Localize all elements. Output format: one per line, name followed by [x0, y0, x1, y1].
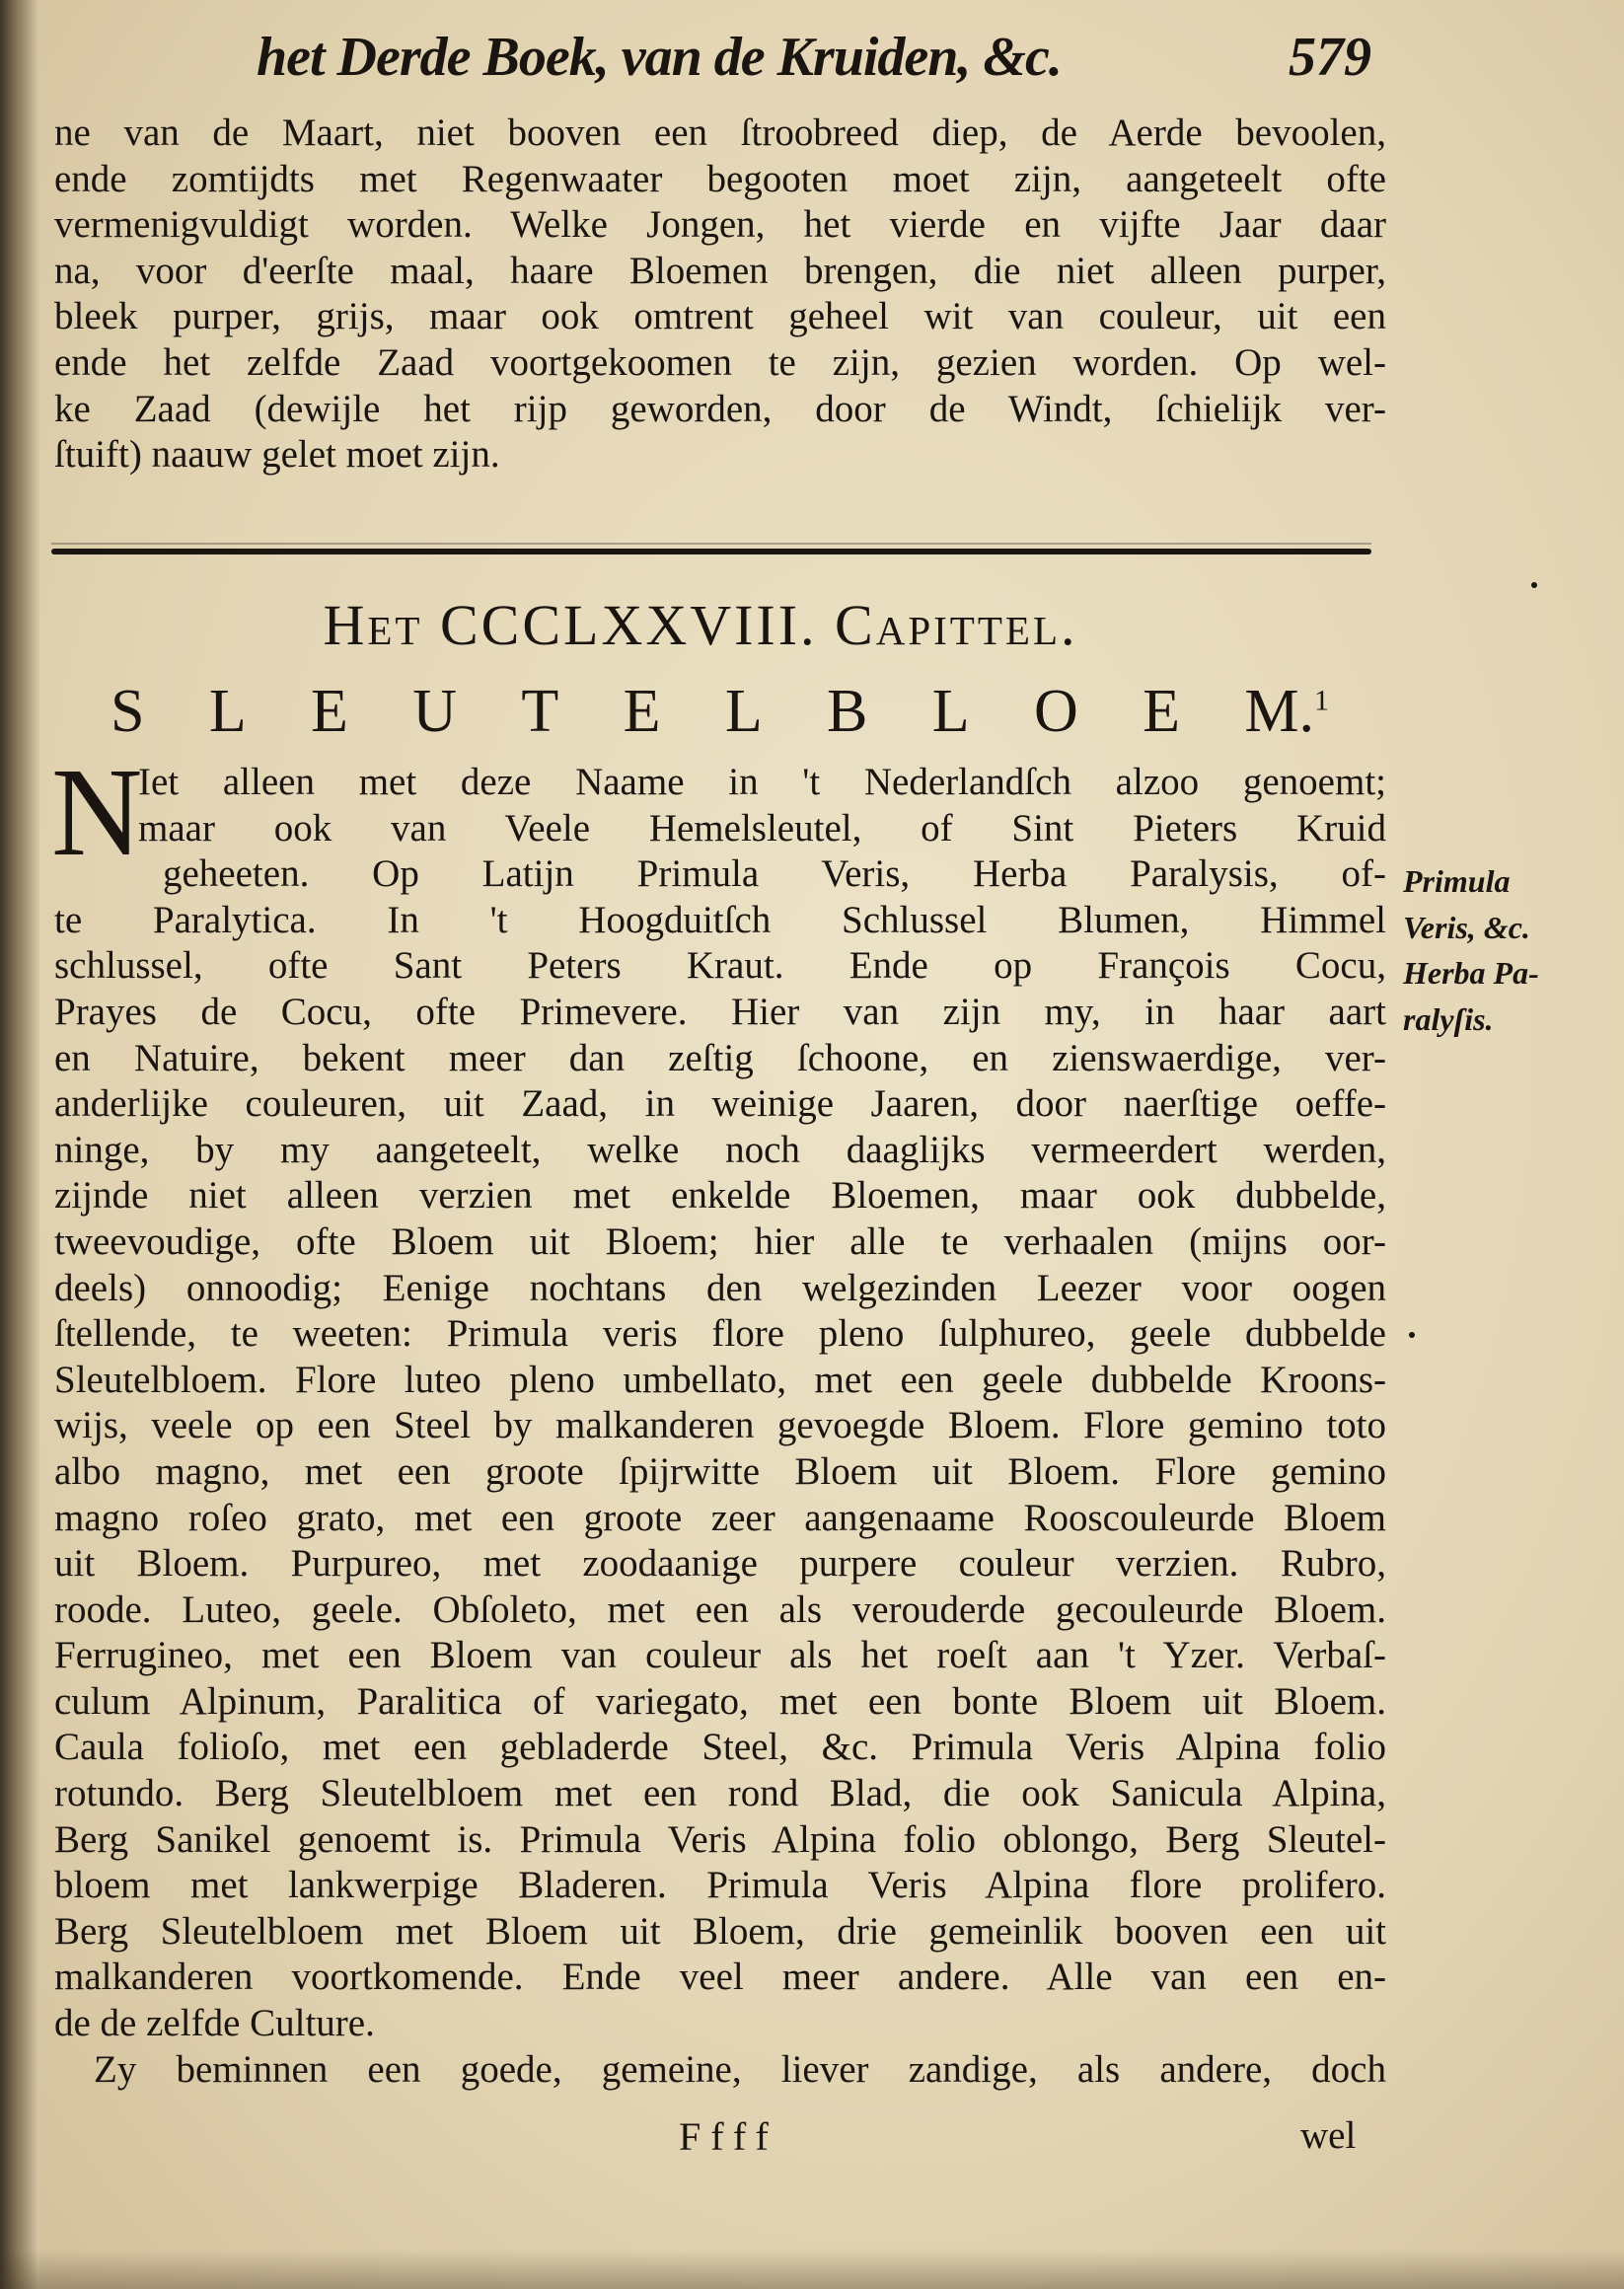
chapter-title: Het CCCLXXVIII. Capittel.: [323, 593, 1078, 657]
text-line: ke Zaad (dewijle het rijp geworden, door de Windt, ſchielijk ver-: [54, 387, 1386, 430]
heading-letter: B: [827, 678, 868, 745]
text-line: Caula folioſo, met een gebladerde Steel, &c. Primula Veris Alpina folio: [54, 1726, 1386, 1769]
text-line: uit Bloem. Purpureo, met zoodaanige purpere couleur verzien. Rubro,: [54, 1542, 1386, 1586]
text-line: magno roſeo grato, met een groote zeer aangenaame Rooscouleurde Bloem: [54, 1496, 1386, 1539]
intro-paragraph: [54, 111, 1386, 479]
margin-note-line: Herba Pa-: [1403, 955, 1539, 992]
text-line: maar ook van Veele Hemelsleutel, of Sint Pieters Kruid: [138, 806, 1386, 849]
page-number: 579: [1289, 27, 1371, 88]
margin-note-line: Veris, &c.: [1403, 909, 1530, 945]
text-line: Iet alleen met deze Naame in 't Nederlandſch alzoo genoemt;: [138, 761, 1386, 803]
text-line: ninge, by my aangeteelt, welke noch daaglijks vermeerdert werden,: [54, 1128, 1386, 1171]
heading-letter: U: [412, 678, 458, 745]
text-line: en Natuire, bekent meer dan zeſtig ſchoone, en zienswaerdige, ver-: [54, 1036, 1386, 1079]
text-line: Berg Sleutelbloem met Bloem uit Bloem, drie gemeinlik booven een uit: [54, 1909, 1386, 1953]
heading-letter: L: [208, 678, 247, 745]
page-header: [237, 22, 1371, 101]
text-line: na, voor d'eerſte maal, haare Bloemen brengen, die niet alleen purper,: [54, 249, 1386, 292]
ink-speck: [1531, 582, 1537, 588]
text-line: Zy beminnen een goede, gemeine, liever zandige, als andere, doch: [94, 2047, 1386, 2091]
text-line: geheeten. Op Latijn Primula Veris, Herba Paralysis, of-: [163, 852, 1386, 896]
margin-note: [1403, 858, 1539, 1042]
text-line: vermenigvuldigt worden. Welke Jongen, het vierde en vijfte Jaar daar: [54, 203, 1386, 247]
heading-letter: T: [521, 678, 559, 745]
text-line: ne van de Maart, niet booven een ſtroobreed diep, de Aerde bevoolen,: [54, 111, 1386, 154]
text-line: Berg Sanikel genoemt is. Primula Veris Alpina folio oblongo, Berg Sleutel-: [54, 1817, 1386, 1861]
heading-letter-final: M.: [1244, 678, 1314, 745]
text-line: ſtuift) naauw gelet moet zijn.: [54, 433, 500, 477]
plant-name-heading: [111, 677, 1329, 747]
section-divider-rule: [51, 549, 1371, 554]
text-line: Prayes de Cocu, ofte Primevere. Hier van zijn my, in haar aart: [54, 990, 1386, 1033]
text-line: tweevoudige, ofte Bloem uit Bloem; hier alle te verhaalen (mijns oor-: [54, 1219, 1386, 1263]
text-line: te Paralytica. In 't Hoogduitſch Schlussel Blumen, Himmel: [54, 898, 1386, 941]
text-line: schlussel, ofte Sant Peters Kraut. Ende op François Cocu,: [54, 944, 1386, 988]
margin-note-line: Primula: [1403, 863, 1511, 899]
text-line: culum Alpinum, Paralitica of variegato, met een bonte Bloem uit Bloem.: [54, 1679, 1386, 1723]
page-bottom-shadow: [0, 2250, 1624, 2289]
text-line: rotundo. Berg Sleutelbloem met een rond Blad, die ook Sanicula Alpina,: [54, 1772, 1386, 1815]
heading-letter: L: [931, 678, 970, 745]
text-line: anderlijke couleuren, uit Zaad, in weinige Jaaren, door naerſtige oeffe-: [54, 1082, 1386, 1126]
heading-letter: L: [724, 678, 763, 745]
drop-initial: N: [51, 742, 143, 882]
running-head: het Derde Boek, van de Kruiden, &c.: [257, 27, 1062, 88]
text-line: deels) onnoodig; Eenige nochtans den welgezinden Leezer voor oogen: [54, 1266, 1386, 1309]
ink-speck: [1409, 1332, 1415, 1338]
footnote-mark: 1: [1313, 684, 1329, 717]
heading-letter: E: [623, 678, 661, 745]
text-line: roode. Luteo, geele. Obſoleto, met een als verouderde gecouleurde Bloem.: [54, 1588, 1386, 1631]
chapter-body: [54, 760, 1386, 2093]
text-line: bloem met lankwerpige Bladeren. Primula Veris Alpina flore prolifero.: [54, 1864, 1386, 1907]
text-line: ende zomtijdts met Regenwaater begooten moet zijn, aangeteelt ofte: [54, 157, 1386, 200]
catchword: wel: [1300, 2114, 1357, 2157]
margin-note-line: ralyſis.: [1403, 1000, 1494, 1037]
heading-letter: E: [1143, 678, 1180, 745]
signature-mark: Ffff: [679, 2114, 778, 2159]
text-line: ende het zelfde Zaad voortgekoomen te zijn, gezien worden. Op wel-: [54, 340, 1386, 384]
text-line: ſtellende, te weeten: Primula veris flore pleno ſulphureo, geele dubbelde: [54, 1312, 1386, 1356]
text-line: wijs, veele op een Steel by malkanderen gevoegde Bloem. Flore gemino toto: [54, 1404, 1386, 1447]
text-line: bleek purper, grijs, maar ook omtrent geheel wit van couleur, uit een: [54, 295, 1386, 338]
page-gutter: [0, 0, 39, 2289]
text-line: malkanderen voortkomende. Ende veel meer andere. Alle van een en-: [54, 1956, 1386, 1999]
heading-letter: [1244, 677, 1329, 747]
text-line: de de zelfde Culture.: [54, 2002, 375, 2045]
text-line: albo magno, met een groote ſpijrwitte Bloem uit Bloem. Flore gemino: [54, 1449, 1386, 1493]
text-line: Sleutelbloem. Flore luteo pleno umbellato, met een geele dubbelde Kroons-: [54, 1358, 1386, 1401]
text-line: Ferrugineo, met een Bloem van couleur als het roeſt aan 't Yzer. Verbaſ-: [54, 1634, 1386, 1677]
text-line: zijnde niet alleen verzien met enkelde Bloemen, maar ook dubbelde,: [54, 1174, 1386, 1218]
heading-letter: O: [1033, 678, 1078, 745]
heading-letter: E: [311, 678, 348, 745]
heading-letter: S: [111, 678, 145, 745]
